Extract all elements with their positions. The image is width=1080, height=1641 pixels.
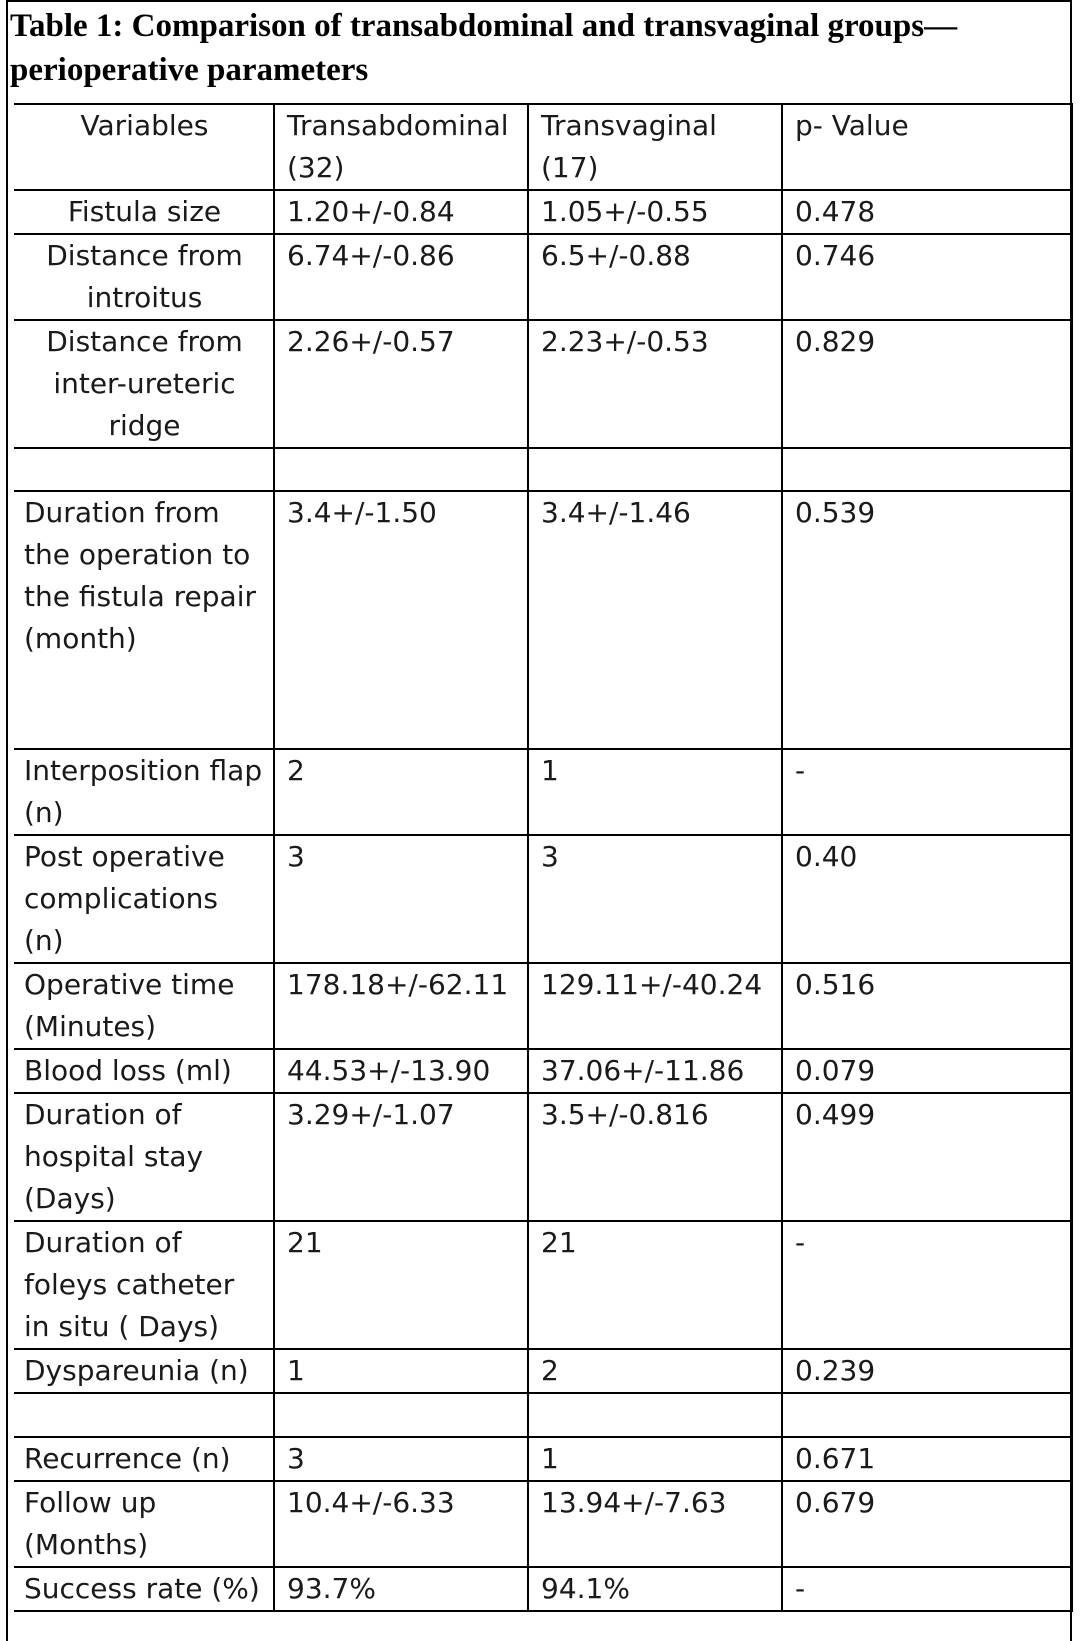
row-transvaginal: 1.05+/-0.55 xyxy=(528,190,782,234)
table-row xyxy=(14,320,1072,448)
row-variable: Duration of hospital stay (Days) xyxy=(14,1093,274,1221)
row-transabdominal: 44.53+/-13.90 xyxy=(274,1049,528,1093)
row-variable: Success rate (%) xyxy=(14,1567,274,1611)
row-transvaginal xyxy=(528,1393,782,1437)
row-transabdominal: 178.18+/-62.11 xyxy=(274,963,528,1049)
row-transabdominal: 10.4+/-6.33 xyxy=(274,1481,528,1567)
row-variable: Operative time (Minutes) xyxy=(14,963,274,1049)
table-row xyxy=(14,1437,1072,1481)
row-transvaginal: 2 xyxy=(528,1349,782,1393)
row-transabdominal: 2.26+/-0.57 xyxy=(274,320,528,448)
row-p-value: 0.40 xyxy=(782,835,1072,963)
row-variable: Dyspareunia (n) xyxy=(14,1349,274,1393)
row-transabdominal: 3 xyxy=(274,1437,528,1481)
row-transvaginal: 13.94+/-7.63 xyxy=(528,1481,782,1567)
header-p-value: p- Value xyxy=(782,104,1072,190)
table-row xyxy=(14,1221,1072,1349)
row-transvaginal: 3.4+/-1.46 xyxy=(528,491,782,749)
row-variable: Post operative complications (n) xyxy=(14,835,274,963)
table-row-empty xyxy=(14,448,1072,491)
row-transvaginal: 1 xyxy=(528,749,782,835)
row-p-value: 0.746 xyxy=(782,234,1072,320)
row-transabdominal: 21 xyxy=(274,1221,528,1349)
row-transabdominal: 3.4+/-1.50 xyxy=(274,491,528,749)
row-variable: Duration of foleys catheter in situ ( Days) xyxy=(14,1221,274,1349)
table-row xyxy=(14,1093,1072,1221)
row-variable: Recurrence (n) xyxy=(14,1437,274,1481)
row-transabdominal: 3.29+/-1.07 xyxy=(274,1093,528,1221)
row-variable xyxy=(14,448,274,491)
row-transvaginal: 3 xyxy=(528,835,782,963)
row-transvaginal: 21 xyxy=(528,1221,782,1349)
row-transabdominal: 93.7% xyxy=(274,1567,528,1611)
row-p-value: 0.671 xyxy=(782,1437,1072,1481)
row-p-value: 0.679 xyxy=(782,1481,1072,1567)
row-p-value: - xyxy=(782,1567,1072,1611)
table-row xyxy=(14,749,1072,835)
table-row xyxy=(14,963,1072,1049)
comparison-table xyxy=(14,103,1073,1612)
table-row-empty xyxy=(14,1393,1072,1437)
header-transabdominal: Transabdominal (32) xyxy=(274,104,528,190)
table-caption: Table 1: Comparison of transabdominal and transvaginal groups—perioperative parameters xyxy=(10,8,958,88)
row-variable: Interposition flap (n) xyxy=(14,749,274,835)
row-variable: Distance from inter-ureteric ridge xyxy=(14,320,274,448)
row-p-value: - xyxy=(782,1221,1072,1349)
row-p-value: 0.539 xyxy=(782,491,1072,749)
table-row xyxy=(14,1049,1072,1093)
row-variable: Distance from introitus xyxy=(14,234,274,320)
row-transvaginal: 94.1% xyxy=(528,1567,782,1611)
row-transvaginal xyxy=(528,448,782,491)
row-p-value: 0.516 xyxy=(782,963,1072,1049)
row-variable: Fistula size xyxy=(14,190,274,234)
row-transabdominal: 2 xyxy=(274,749,528,835)
row-variable: Follow up (Months) xyxy=(14,1481,274,1567)
row-p-value: 0.499 xyxy=(782,1093,1072,1221)
header-row xyxy=(14,104,1072,190)
table-row xyxy=(14,491,1072,749)
table-row xyxy=(14,190,1072,234)
row-p-value: - xyxy=(782,749,1072,835)
header-variables: Variables xyxy=(14,104,274,190)
row-p-value: 0.829 xyxy=(782,320,1072,448)
row-transvaginal: 2.23+/-0.53 xyxy=(528,320,782,448)
row-p-value: 0.478 xyxy=(782,190,1072,234)
row-transabdominal xyxy=(274,448,528,491)
row-variable: Blood loss (ml) xyxy=(14,1049,274,1093)
row-transvaginal: 1 xyxy=(528,1437,782,1481)
row-transabdominal: 1 xyxy=(274,1349,528,1393)
row-p-value: 0.079 xyxy=(782,1049,1072,1093)
row-p-value xyxy=(782,1393,1072,1437)
table-row xyxy=(14,835,1072,963)
row-transvaginal: 37.06+/-11.86 xyxy=(528,1049,782,1093)
row-transabdominal: 3 xyxy=(274,835,528,963)
table-row xyxy=(14,234,1072,320)
table-row xyxy=(14,1567,1072,1611)
row-variable xyxy=(14,1393,274,1437)
header-transvaginal: Transvaginal (17) xyxy=(528,104,782,190)
row-transvaginal: 3.5+/-0.816 xyxy=(528,1093,782,1221)
row-transabdominal: 6.74+/-0.86 xyxy=(274,234,528,320)
row-transvaginal: 129.11+/-40.24 xyxy=(528,963,782,1049)
row-transabdominal: 1.20+/-0.84 xyxy=(274,190,528,234)
row-transabdominal xyxy=(274,1393,528,1437)
row-variable: Duration from the operation to the fistula repair (month) xyxy=(14,491,274,749)
row-transvaginal: 6.5+/-0.88 xyxy=(528,234,782,320)
table-row xyxy=(14,1349,1072,1393)
row-p-value: 0.239 xyxy=(782,1349,1072,1393)
row-p-value xyxy=(782,448,1072,491)
table-row xyxy=(14,1481,1072,1567)
